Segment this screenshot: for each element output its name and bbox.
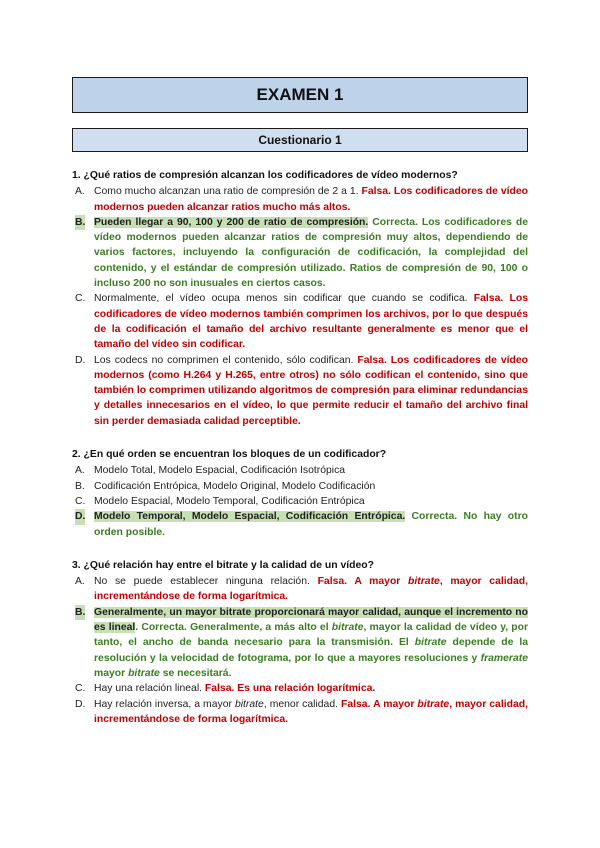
feedback-emphasis: bitrate [414, 637, 447, 649]
option-feedback: Falsa. Los codificadores de vídeo modernos pueden alcanzar ratios mucho más altos. [94, 186, 528, 213]
option-letter: D. [75, 509, 85, 524]
option-letter: A. [75, 576, 85, 588]
option-text: Como mucho alcanzan una ratio de compresión de 2 a 1. [94, 186, 359, 198]
quiz-subtitle: Cuestionario 1 [72, 128, 528, 152]
exam-title: EXAMEN 1 [72, 77, 528, 113]
feedback-part: mayor [94, 667, 129, 679]
option-feedback: Falsa. Los codificadores de vídeo modernos (como H.264 y H.265, entre otros) no sólo codifican el contenido, sino que también lo comprimen utilizando algoritmos de compresión para eliminar redundancias y detalles innecesarios en el vídeo, lo que permite reducir el tamaño del archivo final sin perder demasiada calidad perceptible. [94, 354, 528, 427]
question-3-option-b [72, 605, 528, 681]
question-2-option-b [72, 479, 528, 494]
option-feedback: Falsa. Es una relación logarítmica. [204, 683, 376, 695]
feedback-emphasis: bitrate [417, 698, 450, 710]
feedback-part: se necesitará. [159, 667, 232, 679]
question-3-option-c [72, 681, 528, 696]
question-2-option-c [72, 494, 528, 509]
question-2-option-a [72, 463, 528, 478]
option-letter: A. [75, 186, 85, 198]
question-1 [72, 168, 528, 429]
option-text: Codificación Entrópica, Modelo Original, Modelo Codificación [94, 480, 376, 492]
question-3-option-a [72, 574, 528, 605]
feedback-emphasis: bitrate [128, 667, 160, 679]
question-1-option-d [72, 353, 528, 429]
option-text: Modelo Total, Modelo Espacial, Codificación Isotrópica [94, 465, 346, 477]
option-text-correct: Generalmente, un mayor bitrate proporcionará mayor calidad, aunque el incremento no es lineal [94, 606, 528, 634]
option-feedback [94, 622, 528, 679]
option-letter: B. [75, 215, 85, 230]
option-letter: C. [75, 683, 86, 695]
option-text: Normalmente, el vídeo ocupa menos sin codificar que cuando se codifica. [94, 293, 468, 305]
option-feedback: Correcta. Los codificadores de vídeo modernos pueden alcanzar ratios de compresión muy altos, dependiendo de varios factores, incluyendo la configuración de codificación, la complejidad del contenido, y el estándar de compresión utilizado. Ratios de compresión de 90, 100 o incluso 200 no son inusuales en ciertos casos. [94, 216, 528, 290]
feedback-emphasis: framerate [480, 652, 528, 664]
option-text [94, 699, 338, 710]
text-part: , menor calidad. [263, 698, 338, 710]
feedback-part: , mayor calidad, incrementándose de forma logarítmica. [94, 576, 528, 603]
option-letter: C. [75, 293, 86, 305]
question-1-option-b [72, 215, 528, 291]
option-text: Los codecs no comprimen el contenido, sólo codifican. [94, 354, 354, 366]
option-letter: B. [75, 605, 85, 620]
questions-list [72, 168, 528, 727]
option-feedback: Correcta. No hay otro orden posible. [94, 511, 528, 538]
option-text: No se puede establecer ninguna relación. [94, 576, 310, 588]
option-text-correct: Modelo Temporal, Modelo Espacial, Codificación Entrópica. [94, 511, 406, 523]
feedback-emphasis: bitrate [331, 622, 364, 634]
option-letter: D. [75, 354, 86, 366]
question-1-option-a [72, 184, 528, 215]
option-text: Modelo Espacial, Modelo Temporal, Codificación Entrópica [94, 495, 365, 507]
question-2 [72, 447, 528, 540]
question-1-option-c [72, 291, 528, 352]
question-2-title: 2. ¿En qué orden se encuentran los bloques de un codificador? [72, 449, 387, 461]
feedback-emphasis: bitrate [408, 576, 440, 588]
option-letter: C. [75, 495, 86, 507]
text-emphasis: bitrate [234, 698, 264, 710]
feedback-part: . Correcta. Generalmente, a más alto el [135, 622, 332, 634]
feedback-part: Falsa. A mayor [341, 698, 418, 710]
feedback-part: , mayor la calidad de vídeo y, por tanto, el ancho de banda necesario para la transmisión. El [94, 622, 529, 649]
option-letter: A. [75, 465, 85, 477]
question-3-title: 3. ¿Qué relación hay entre el bitrate y la calidad de un vídeo? [72, 559, 374, 571]
text-part: Hay relación inversa, a mayor [94, 698, 235, 710]
feedback-part: Falsa. A mayor [317, 576, 409, 588]
option-text: Hay una relación lineal. [94, 683, 203, 695]
option-letter: D. [75, 698, 86, 710]
question-2-option-d [72, 509, 528, 540]
question-1-title: 1. ¿Qué ratios de compresión alcanzan los codificadores de vídeo modernos? [72, 170, 458, 181]
option-text-correct: Pueden llegar a 90, 100 y 200 de ratio de compresión. [94, 216, 369, 228]
option-feedback: Falsa. Los codificadores de vídeo modernos también comprimen los archivos, por lo que después de la codificación el tamaño del archivo resultante generalmente es menor que el tamaño del vídeo sin codificar. [94, 293, 528, 351]
question-3-option-d [72, 697, 528, 728]
option-letter: B. [75, 480, 85, 492]
feedback-part: , mayor calidad, incrementándose de forma logarítmica. [94, 698, 528, 725]
question-3 [72, 558, 528, 727]
feedback-part: depende de la resolución y la velocidad de fotograma, por lo que a mayores resoluciones y [94, 637, 528, 664]
